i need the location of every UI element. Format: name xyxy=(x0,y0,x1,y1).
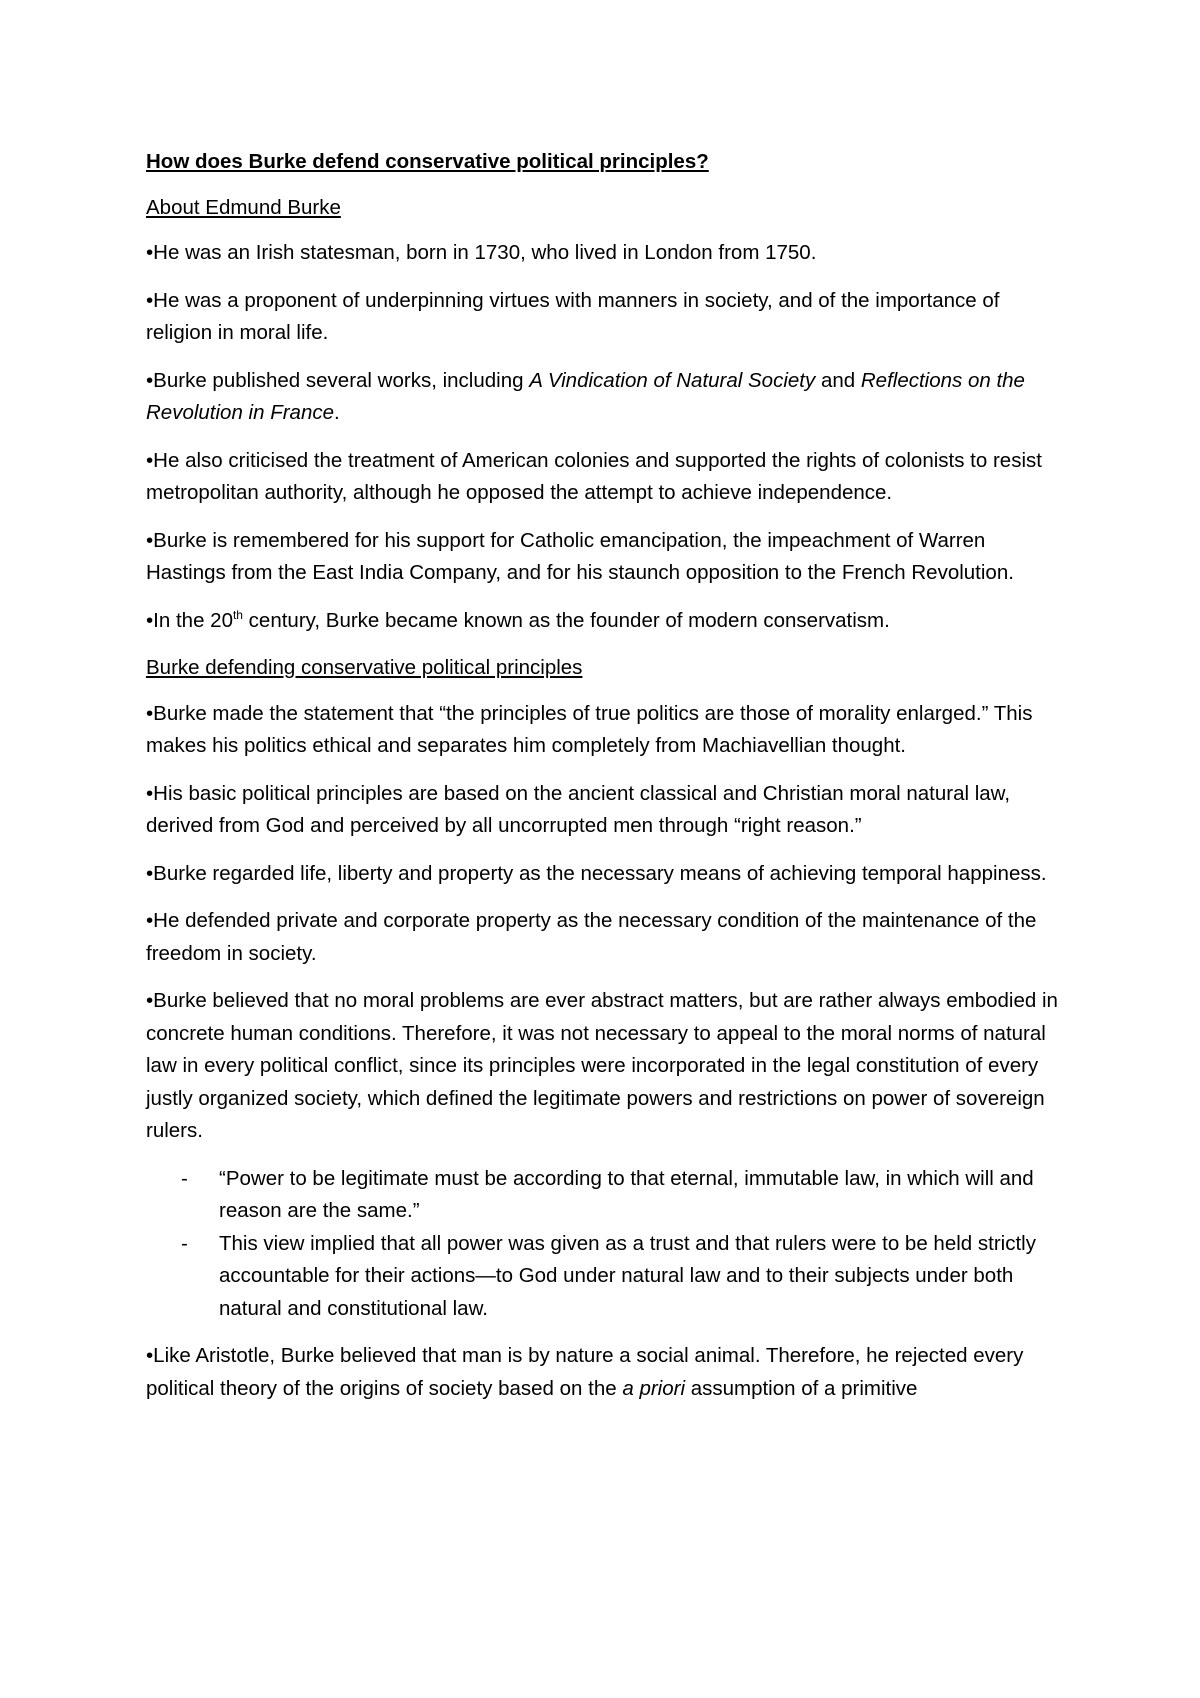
list-item-text: “Power to be legitimate must be according to that eternal, immutable law, in which will and reason are the same.” xyxy=(219,1166,1034,1222)
a-priori-term: a priori xyxy=(622,1376,686,1400)
list-item xyxy=(146,1228,1066,1326)
document-title: How does Burke defend conservative political principles? xyxy=(146,150,709,173)
list-marker: - xyxy=(181,1166,188,1190)
paragraph-irish-statesman: •He was an Irish statesman, born in 1730, who lived in London from 1750. xyxy=(146,241,817,264)
paragraph-life-liberty-property: •Burke regarded life, liberty and property as the necessary means of achieving temporal happiness. xyxy=(146,861,1047,885)
century-rest-text: century, Burke became known as the founder of modern conservatism. xyxy=(242,608,890,632)
section-heading-defending: Burke defending conservative political principles xyxy=(146,656,583,679)
list-item xyxy=(146,1163,1066,1228)
paragraph-virtues-manners: •He was a proponent of underpinning virtues with manners in society, and of the importance of religion in moral life. xyxy=(146,288,1000,344)
dash-list xyxy=(146,1163,1066,1326)
list-marker: - xyxy=(181,1231,188,1255)
document-content xyxy=(146,146,1066,1420)
paragraph-social-animal xyxy=(146,1340,1066,1405)
paragraph-modern-conservatism xyxy=(146,605,1066,638)
social-animal-rest-text: assumption of a primitive xyxy=(685,1376,918,1400)
paragraph-private-property: •He defended private and corporate property as the necessary condition of the maintenance of the freedom in society. xyxy=(146,909,1037,965)
paragraph-true-politics: •Burke made the statement that “the principles of true politics are those of morality enlarged.” This makes his politics ethical and separates him completely from Machiavellian thought. xyxy=(146,701,1033,757)
ordinal-superscript: th xyxy=(232,607,243,622)
century-intro-text: •In the 20 xyxy=(146,608,233,632)
paragraph-published-works xyxy=(146,365,1066,430)
paragraph-moral-problems: •Burke believed that no moral problems are ever abstract matters, but are rather always embodied in concrete human conditions. Therefore, it was not necessary to appeal to the moral norms of natural law in every political conflict, since its principles were incorporated in the legal constitution of every justly organized society, which defined the legitimate powers and restrictions on power of sovereign rulers. xyxy=(146,989,1058,1142)
works-end-text: . xyxy=(334,401,340,424)
paragraph-natural-law: •His basic political principles are based on the ancient classical and Christian moral natural law, derived from God and perceived by all uncorrupted men through “right reason.” xyxy=(146,781,1011,837)
list-item-text: This view implied that all power was given as a trust and that rulers were to be held strictly accountable for their actions—to God under natural law and to their subjects under both natural and constitutional law. xyxy=(219,1231,1036,1320)
works-intro-text: •Burke published several works, including xyxy=(146,368,530,392)
paragraph-remembered-for: •Burke is remembered for his support for Catholic emancipation, the impeachment of Warren Hastings from the East India Company, and for his staunch opposition to the French Revolution. xyxy=(146,528,1014,584)
social-animal-text: •Like Aristotle, Burke believed that man is by nature a social animal. Therefore, he rejected every political theory of the origins of society based on the xyxy=(146,1344,1024,1400)
work-title-reflections: Reflections on the Revolution in France xyxy=(146,368,1025,424)
works-and-text: and xyxy=(815,368,861,392)
work-title-vindication: A Vindication of Natural Society xyxy=(529,368,816,392)
paragraph-american-colonies: •He also criticised the treatment of American colonies and supported the rights of colonists to resist metropolitan authority, although he opposed the attempt to achieve independence. xyxy=(146,448,1042,504)
section-heading-about: About Edmund Burke xyxy=(146,195,341,219)
